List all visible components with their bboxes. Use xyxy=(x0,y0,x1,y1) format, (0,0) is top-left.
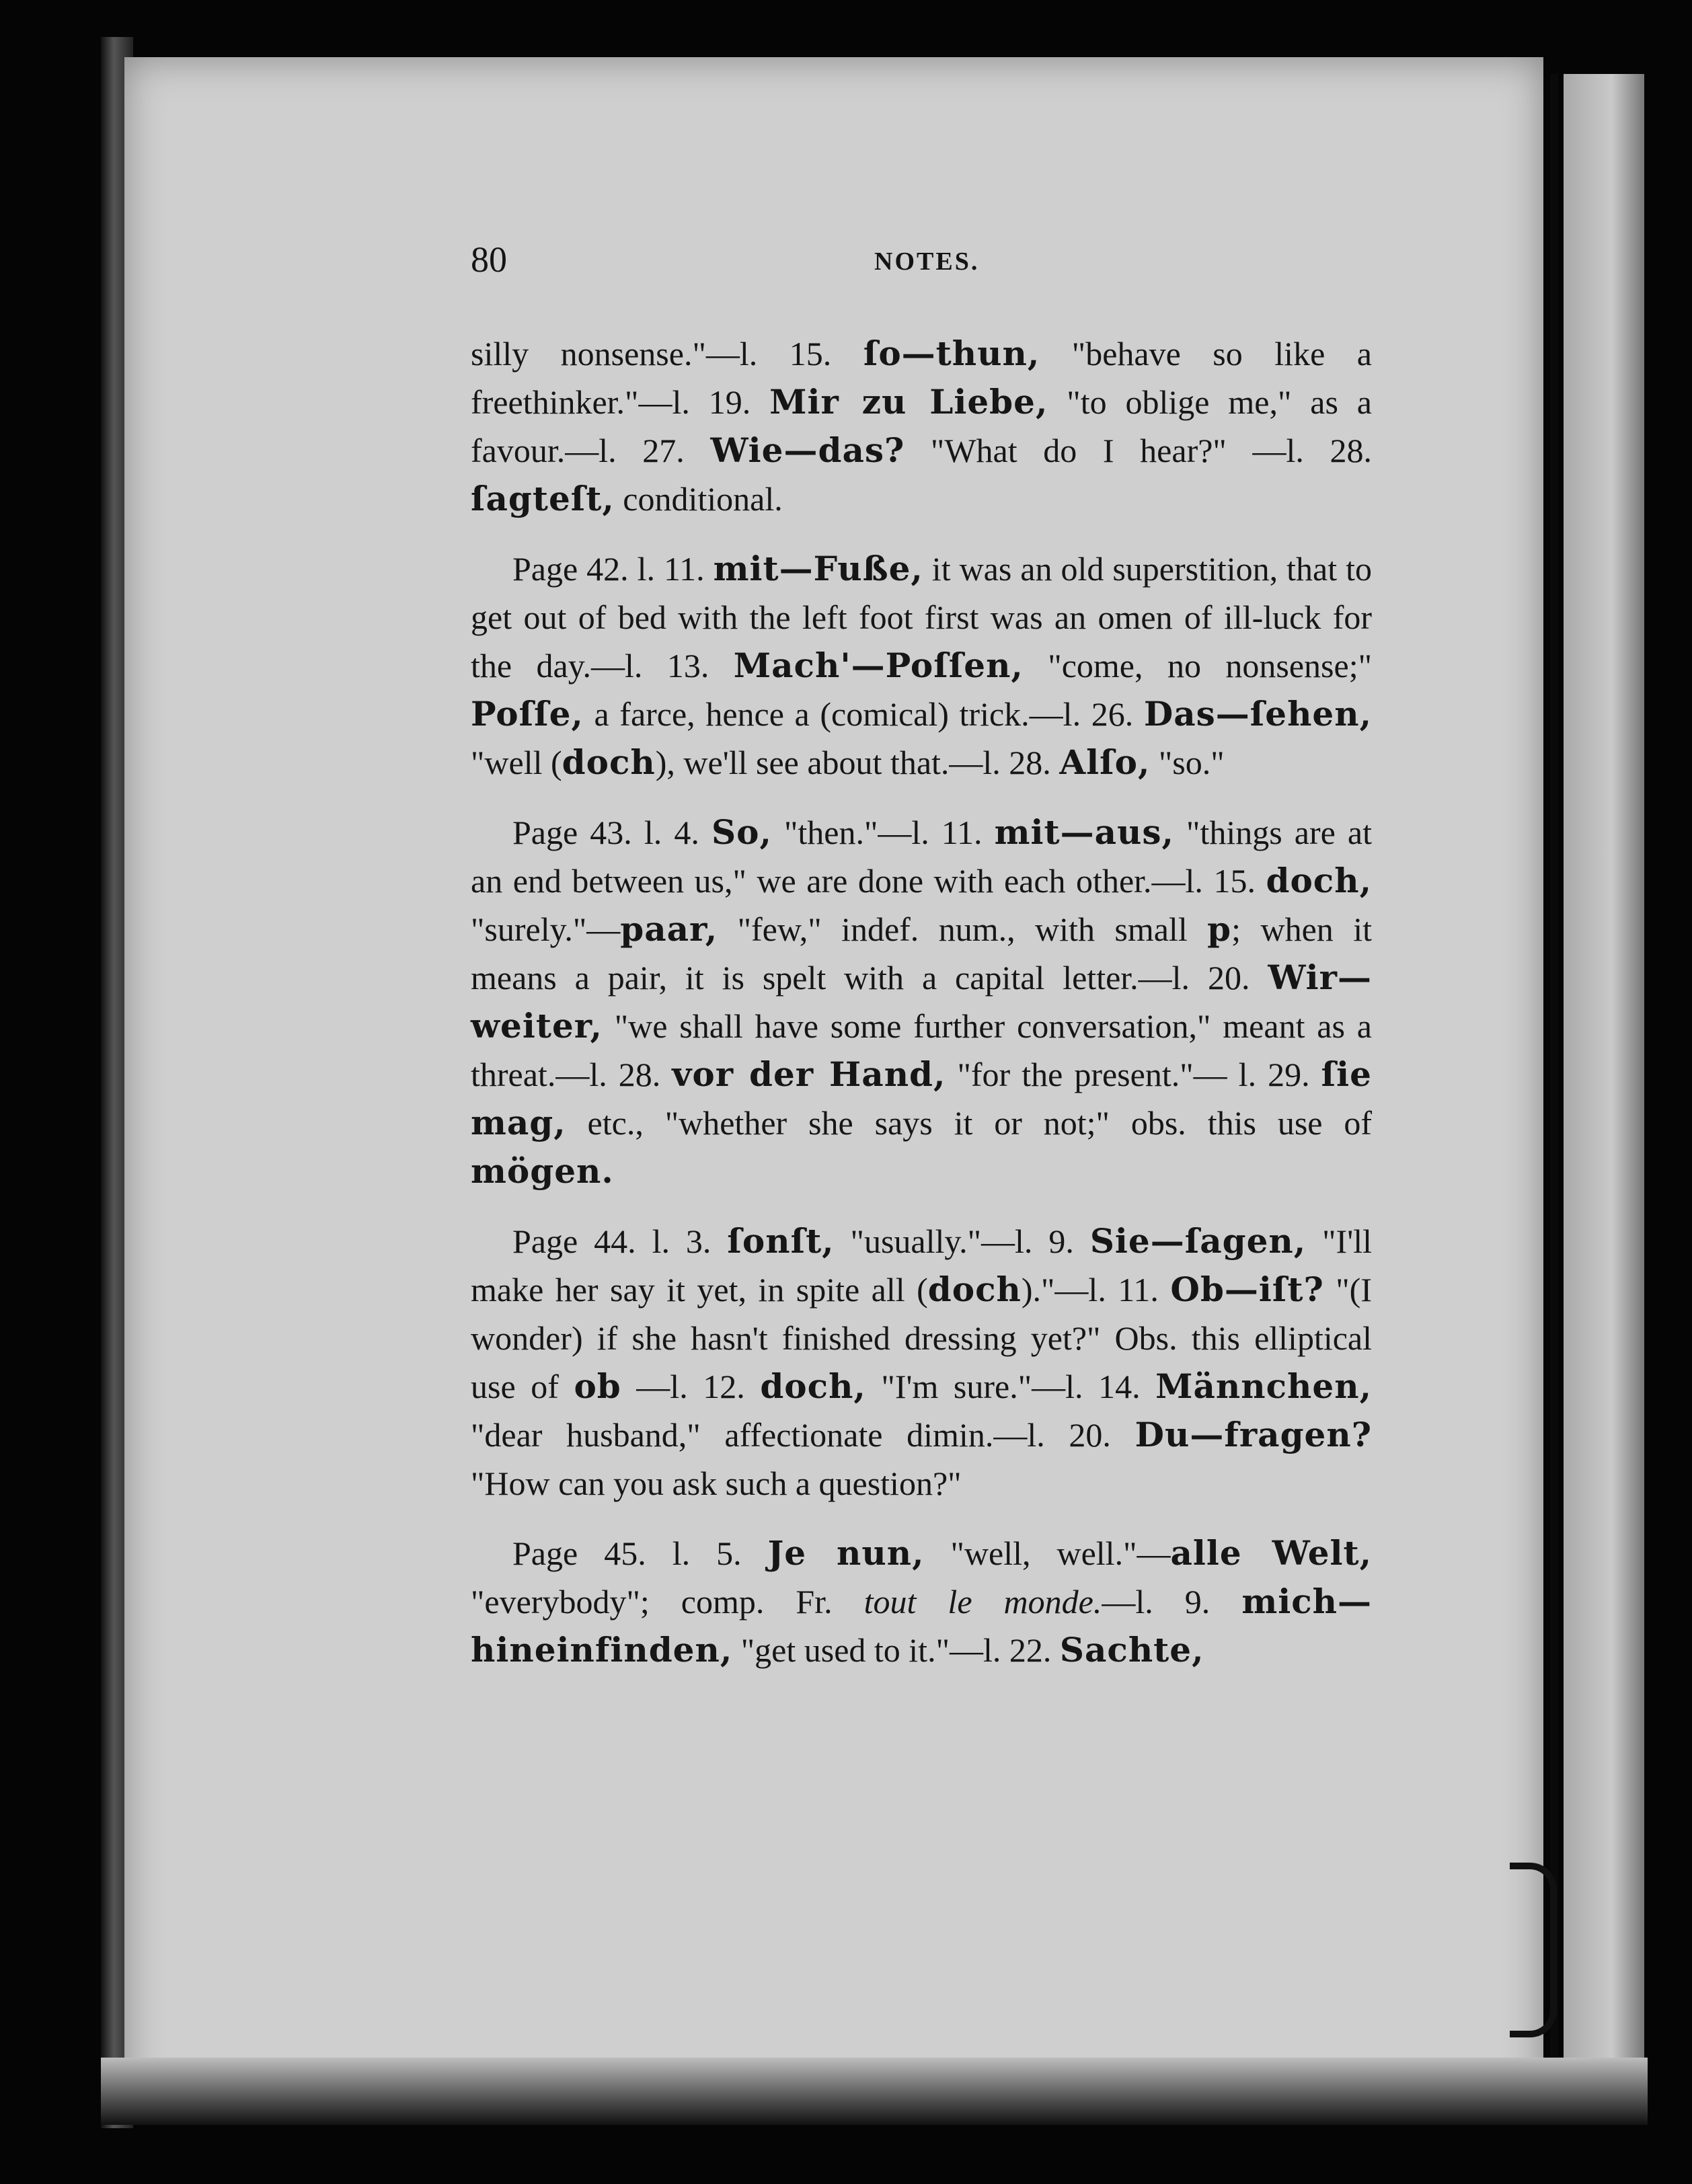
note-text: "behave so like a freethinker."—l. 19. xyxy=(471,335,1372,421)
note-text: Page 43. l. 4. xyxy=(512,814,712,851)
german-headword: ob xyxy=(574,1366,621,1406)
german-headword: Mach'—Poſſen, xyxy=(733,646,1024,685)
facing-page-mark xyxy=(1510,1863,1557,2037)
german-headword: Sachte, xyxy=(1059,1630,1204,1670)
german-headword: ſagteſt, xyxy=(471,479,615,518)
notes-body xyxy=(471,329,1372,1696)
german-headword: doch, xyxy=(1266,861,1372,900)
note-text: "to oblige me," as a favour.—l. 27. xyxy=(471,383,1373,469)
german-headword: So, xyxy=(711,812,772,852)
german-headword: alle Welt, xyxy=(1170,1533,1372,1573)
german-headword: mögen. xyxy=(471,1151,614,1191)
german-headword: Das—ſehen, xyxy=(1143,694,1372,734)
german-headword: Wie—das? xyxy=(710,430,905,470)
note-text: "get used to it."—l. 22. xyxy=(732,1631,1060,1669)
note-text: "What do I hear?" —l. 28. xyxy=(905,432,1372,469)
gutter-line xyxy=(1550,74,1558,2058)
german-headword: Wir—weiter, xyxy=(471,958,1372,1046)
note-text: "few," indef. num., with small xyxy=(718,910,1208,948)
note-text: "we shall have some further conversation," meant as a threat.—l. 28. xyxy=(471,1007,1372,1093)
note-paragraph-page-44 xyxy=(471,1217,1372,1508)
note-text: etc., "whether she says it or not;" obs. this use of xyxy=(566,1104,1372,1142)
note-text: "usually."—l. 9. xyxy=(834,1222,1090,1260)
german-headword: doch xyxy=(927,1270,1022,1309)
note-text: "so." xyxy=(1150,744,1225,781)
note-text: a farce, hence a (comical) trick.—l. 26. xyxy=(583,695,1144,733)
german-headword: ſie mag, xyxy=(471,1054,1372,1142)
note-paragraph-page-42 xyxy=(471,545,1372,787)
note-paragraph-continuation xyxy=(471,329,1372,523)
note-text: —l. 12. xyxy=(621,1368,761,1405)
note-text: "(I wonder) if she hasn't finished dressing yet?" Obs. this elliptical use of xyxy=(471,1271,1372,1405)
german-headword: p xyxy=(1207,909,1232,949)
german-headword: Mir zu Liebe, xyxy=(769,382,1048,422)
facing-page-edge xyxy=(1564,74,1644,2111)
german-headword: doch xyxy=(562,742,656,782)
note-text: "well, well."— xyxy=(924,1534,1171,1572)
note-text: silly nonsense."—l. 15. xyxy=(471,335,863,373)
german-headword: paar, xyxy=(620,909,718,949)
note-text: "for the present."— l. 29. xyxy=(946,1056,1321,1093)
german-headword: mich— hineinfinden, xyxy=(471,1582,1373,1670)
german-headword: Alſo, xyxy=(1059,742,1151,782)
note-text: ), we'll see about that.—l. 28. xyxy=(655,744,1060,781)
german-headword: Ob—iſt? xyxy=(1170,1270,1324,1309)
note-text: "then."—l. 11. xyxy=(771,814,995,851)
note-text: "surely."— xyxy=(471,910,621,948)
note-text: Page 42. l. 11. xyxy=(512,550,714,588)
note-text: it was an old superstition, that to get out of bed with the left foot first was an omen of ill-luck for the day.—l. 13. xyxy=(471,550,1372,685)
german-headword: Männchen, xyxy=(1155,1366,1372,1406)
note-text: "things are at an end between us," we are done with each other.—l. 15. xyxy=(471,814,1372,900)
german-headword: Poſſe, xyxy=(471,694,584,734)
note-paragraph-page-43 xyxy=(471,808,1372,1196)
german-headword: Je nun, xyxy=(767,1533,925,1573)
note-text: Page 44. l. 3. xyxy=(512,1222,728,1260)
note-text: "come, no nonsense;" xyxy=(1023,647,1372,685)
italic-phrase: tout le monde. xyxy=(863,1583,1102,1621)
note-text: "I'm sure."—l. 14. xyxy=(866,1368,1156,1405)
page-bottom-shadow xyxy=(101,2058,1648,2125)
german-headword: vor der Hand, xyxy=(672,1054,946,1094)
german-headword: Sie—ſagen, xyxy=(1089,1221,1307,1261)
note-text: ; when it means a pair, it is spelt with a capital letter.—l. 20. xyxy=(471,910,1372,997)
german-headword: ſonſt, xyxy=(727,1221,835,1261)
note-text: Page 45. l. 5. xyxy=(512,1534,768,1572)
german-headword: mit—aus, xyxy=(994,812,1174,852)
note-text: )."—l. 11. xyxy=(1021,1271,1171,1309)
note-paragraph-page-45 xyxy=(471,1529,1372,1674)
note-text: conditional. xyxy=(614,480,783,518)
german-headword: Du—fragen? xyxy=(1135,1415,1372,1454)
note-text: "well ( xyxy=(471,744,562,781)
german-headword: mit—Fuße, xyxy=(713,549,923,588)
page-number: 80 xyxy=(471,239,507,280)
note-text: —l. 9. xyxy=(1102,1583,1242,1621)
german-headword: ſo—thun, xyxy=(863,334,1040,373)
german-headword: doch, xyxy=(760,1366,866,1406)
page-header xyxy=(471,239,1372,286)
note-text: "dear husband," affectionate dimin.—l. 20. xyxy=(471,1416,1135,1454)
running-head: NOTES. xyxy=(874,247,980,276)
note-text: "How can you ask such a question?" xyxy=(471,1465,962,1502)
note-text: "I'll make her say it yet, in spite all ( xyxy=(471,1222,1372,1309)
note-text: "everybody"; comp. Fr. xyxy=(471,1583,864,1621)
